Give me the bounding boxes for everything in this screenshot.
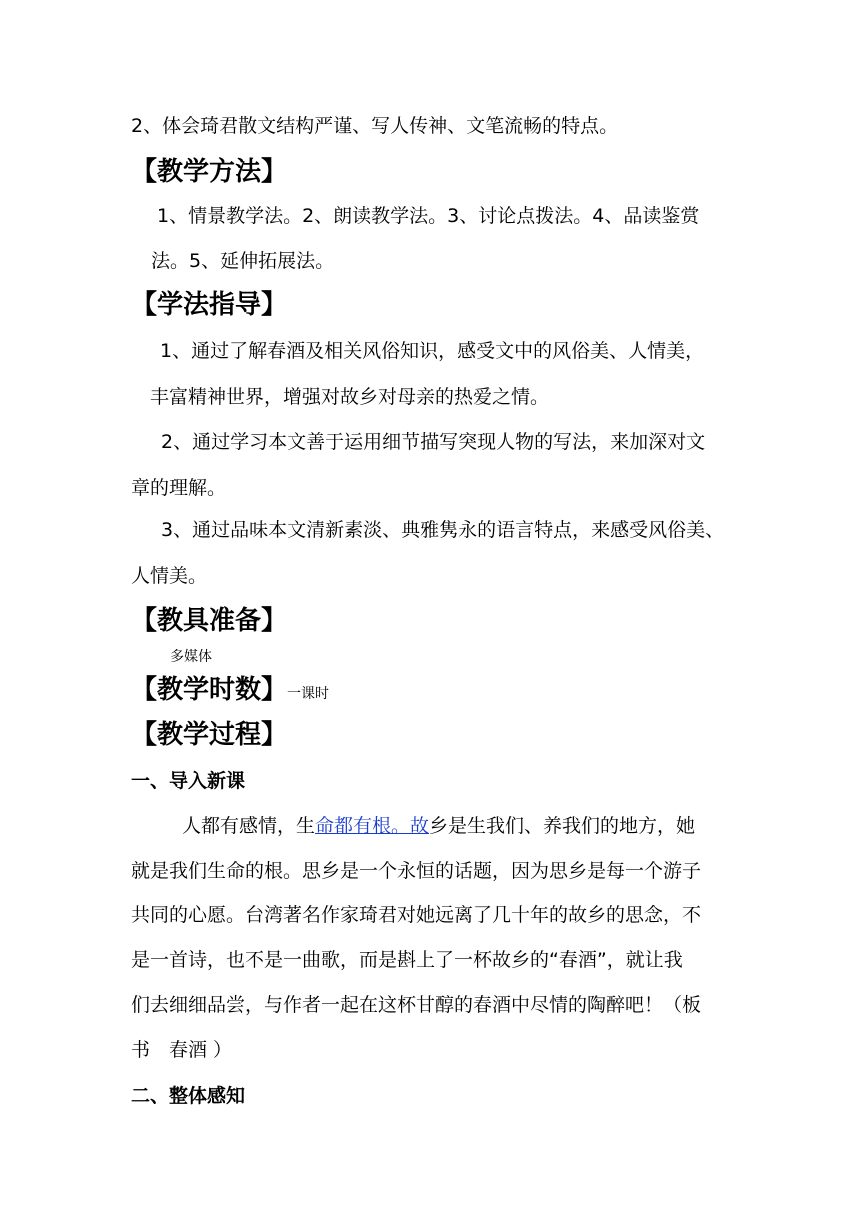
study-guide-item-1-line-1: 1、通过了解春酒及相关风俗知识，感受文中的风俗美、人情美， xyxy=(160,340,705,362)
methods-line-1: 1、情景教学法。2、朗读教学法。3、讨论点拨法。4、品读鉴赏 xyxy=(157,205,700,227)
section-1-title: 一、导入新课 xyxy=(131,770,246,792)
methods-heading: 【教学方法】 xyxy=(131,157,288,187)
tools-heading: 【教具准备】 xyxy=(131,606,288,636)
section-2-title: 二、整体感知 xyxy=(131,1085,246,1107)
objective-2: 2、体会琦君散文结构严谨、写人传神、文笔流畅的特点。 xyxy=(131,115,619,137)
intro-line-6: 书 春酒 ） xyxy=(131,1039,233,1061)
study-guide-item-1-line-2: 丰富精神世界，增强对故乡对母亲的热爱之情。 xyxy=(150,386,550,408)
methods-line-2: 法。5、延伸拓展法。 xyxy=(151,250,335,272)
study-guide-item-3-line-2: 人情美。 xyxy=(131,565,208,587)
intro-hyperlink[interactable]: 命都有根。故 xyxy=(315,815,430,837)
study-guide-item-2-line-1: 2、通过学习本文善于运用细节描写突现人物的写法，来加深对文 xyxy=(161,431,706,453)
intro-line-5: 们去细细品尝，与作者一起在这杯甘醇的春酒中尽情的陶醉吧！（板 xyxy=(131,994,702,1016)
intro-line-4: 是一首诗，也不是一曲歌，而是斟上了一杯故乡的“春酒”，就让我 xyxy=(131,949,683,971)
intro-line-1-end: 乡是生我们、养我们的地方，她 xyxy=(429,815,696,837)
hours-heading: 【教学时数】 xyxy=(131,675,288,705)
intro-line-1 xyxy=(182,817,695,836)
study-guide-heading: 【学法指导】 xyxy=(131,290,288,320)
intro-line-3: 共同的心愿。台湾著名作家琦君对她远离了几十年的故乡的思念，不 xyxy=(131,904,702,926)
study-guide-item-3-line-1: 3、通过品味本文清新素淡、典雅隽永的语言特点，来感受风俗美、 xyxy=(161,519,725,541)
tools-value: 多媒体 xyxy=(170,649,212,665)
hours-value: 一课时 xyxy=(287,686,329,702)
study-guide-item-2-line-2: 章的理解。 xyxy=(131,477,227,499)
intro-line-1-start: 人都有感情，生 xyxy=(182,815,316,837)
process-heading: 【教学过程】 xyxy=(131,720,288,750)
intro-line-2: 就是我们生命的根。思乡是一个永恒的话题，因为思乡是每一个游子 xyxy=(131,860,702,882)
